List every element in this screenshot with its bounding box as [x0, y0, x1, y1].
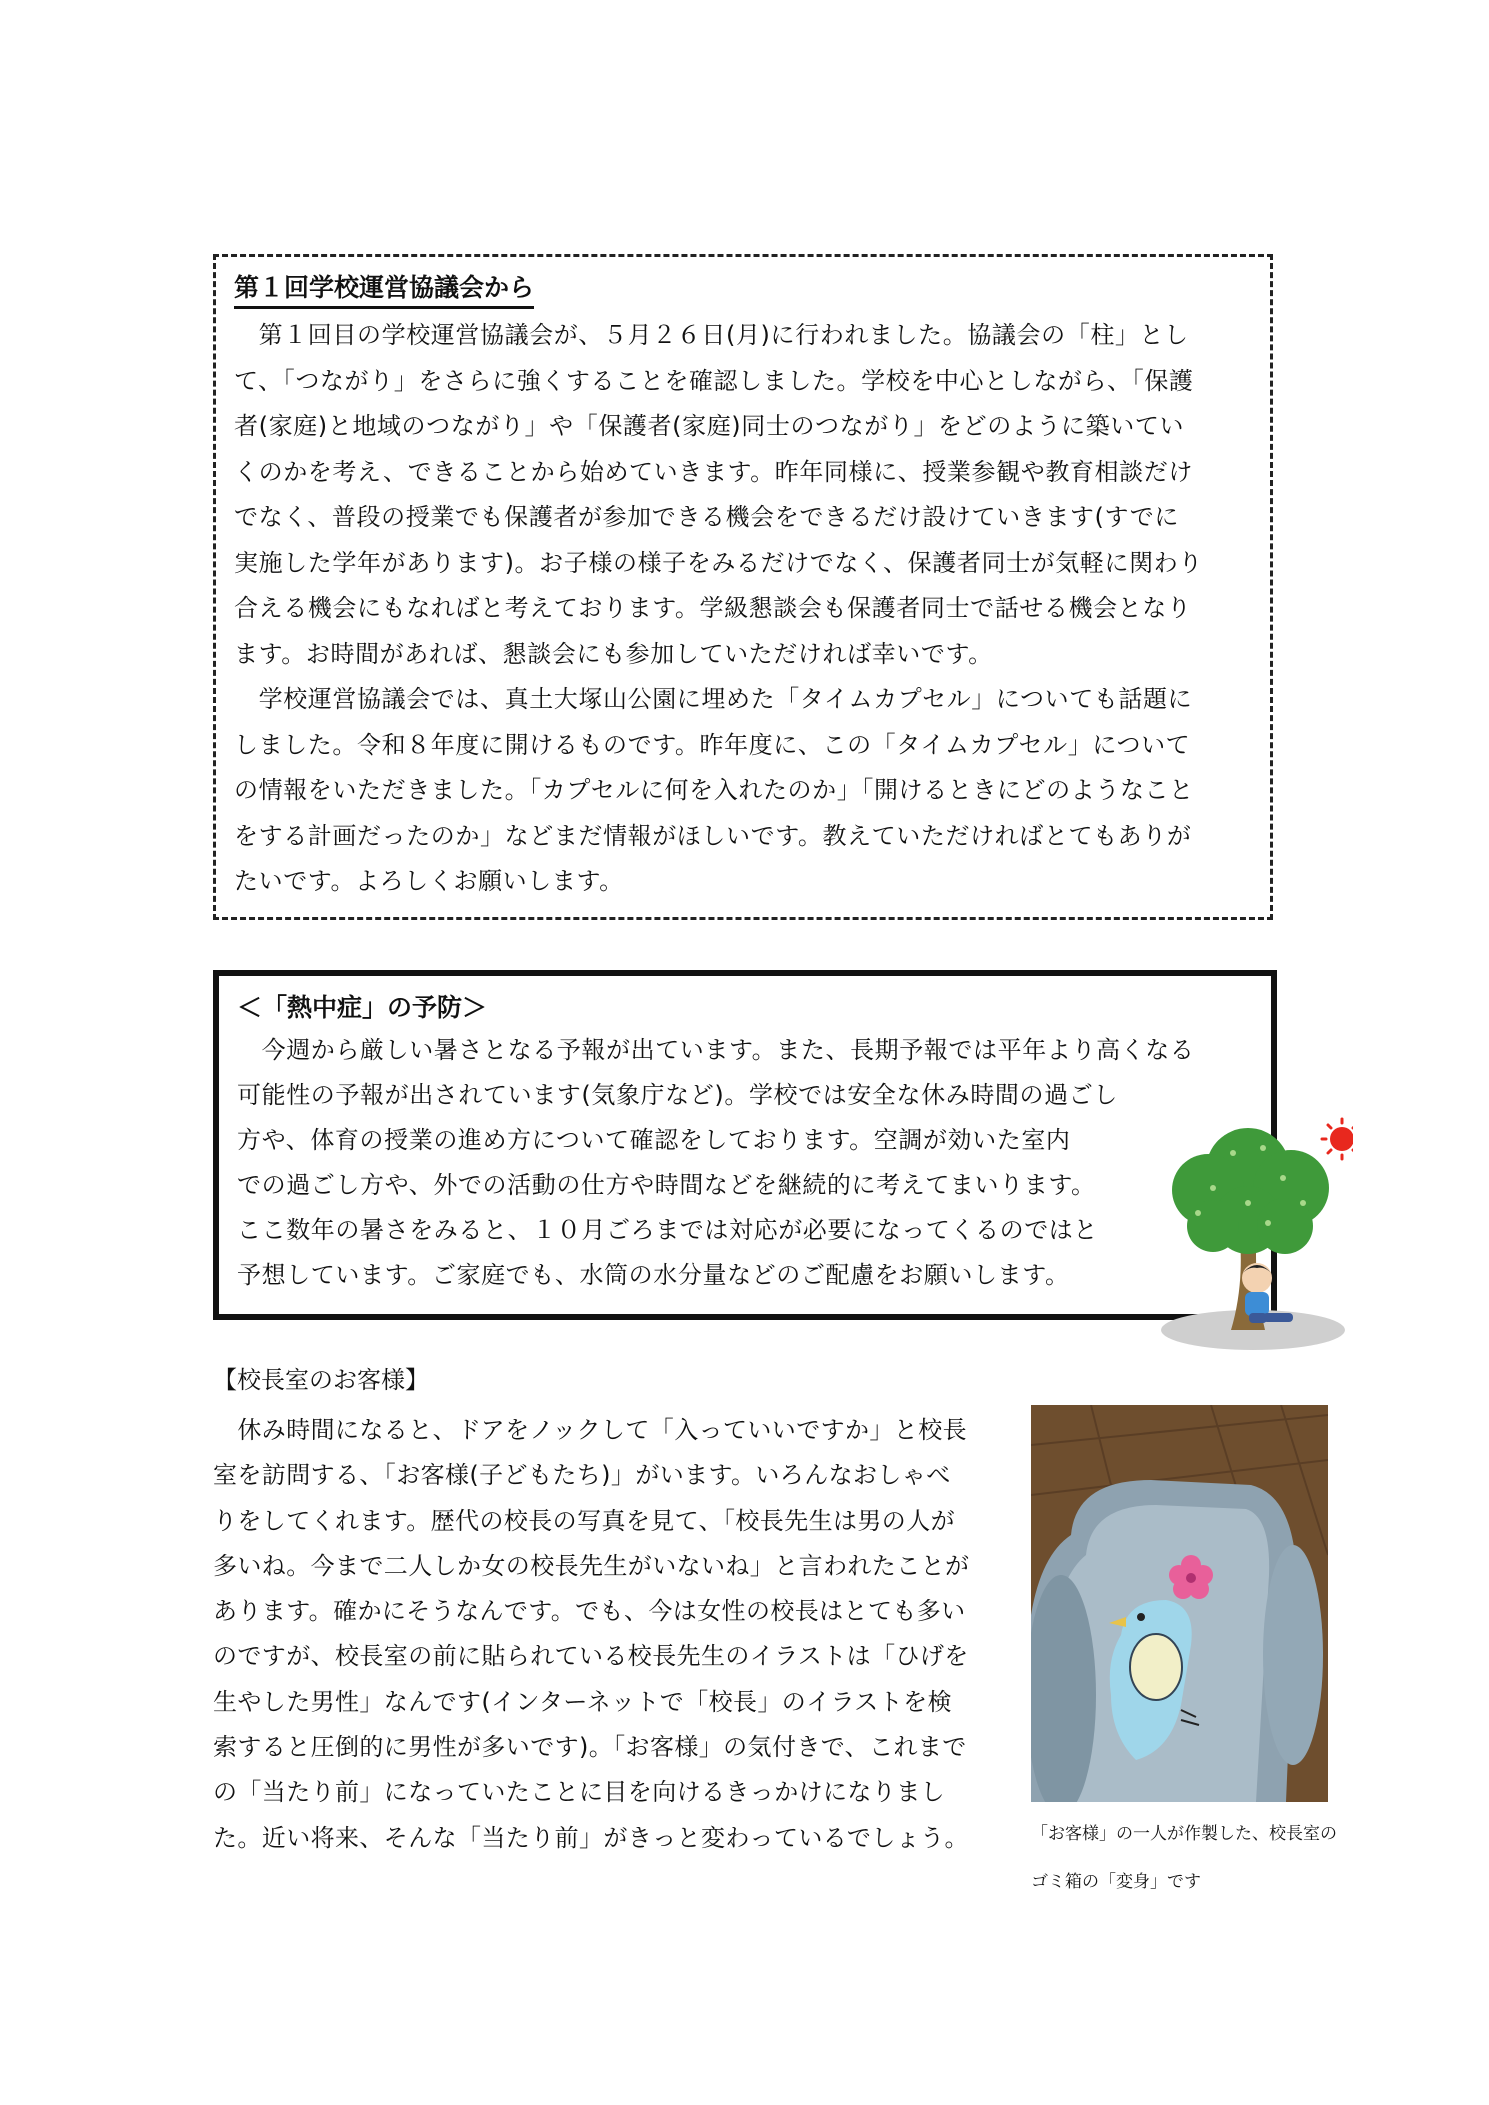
meeting-report-line: 実施した学年があります)。お子様の様子をみるだけでなく、保護者同士が気軽に関わり: [234, 548, 1203, 577]
meeting-report-line: 第１回目の学校運営協議会が、５月２６日(月)に行われました。協議会の「柱」とし: [234, 321, 1189, 349]
guests-line: 多いね。今まで二人しか女の校長先生がいないね」と言われたことが: [213, 1551, 970, 1580]
principal-office-guests-section: [213, 1360, 1023, 1861]
heatstroke-line: 方や、体育の授業の進め方について確認をしております。空調が効いた室内: [237, 1126, 1071, 1154]
guests-line: りをしてくれます。歴代の校長の写真を見て、「校長先生は男の人が: [213, 1506, 955, 1535]
photo-caption-line: 「お客様」の一人が作製した、校長室の: [1031, 1824, 1337, 1844]
guests-line: の「当たり前」になっていたことに目を向けるきっかけになりまし: [213, 1778, 945, 1807]
meeting-report-line: しました。令和８年度に開けるものです。昨年度に、この「タイムカプセル」について: [234, 730, 1191, 759]
guests-line: 室を訪問する、「お客様(子どもたち)」がいます。いろんなおしゃべ: [213, 1461, 951, 1490]
meeting-report-line: くのかを考え、できることから始めていきます。昨年同様に、授業参観や教育相談だけ: [234, 457, 1193, 486]
meeting-report-line: 学校運営協議会では、真土大塚山公園に埋めた「タイムカプセル」についても話題に: [234, 685, 1193, 713]
guests-line: あります。確かにそうなんです。でも、今は女性の校長はとても多い: [213, 1597, 966, 1626]
heatstroke-title: ＜「熱中症」の予防＞: [237, 993, 488, 1022]
meeting-report-line: ます。お時間があれば、懇談会にも参加していただければ幸いです。: [234, 639, 993, 668]
guests-line: のですが、校長室の前に貼られている校長先生のイラストは「ひげを: [213, 1642, 969, 1671]
meeting-report-title: 第１回学校運営協議会から: [234, 271, 534, 309]
meeting-report-line: て、「つながり」をさらに強くすることを確認しました。学校を中心としながら、「保護: [234, 366, 1194, 395]
meeting-report-line: 合える機会にもなればと考えております。学級懇談会も保護者同士で話せる機会となり: [234, 594, 1192, 622]
tree-shade-illustration: [1153, 1108, 1353, 1353]
meeting-report-line: 者(家庭)と地域のつながり」や「保護者(家庭)同士のつながり」をどのように築いてい: [234, 412, 1185, 440]
decorated-trash-can-image: [1031, 1405, 1328, 1802]
guests-line: 生やした男性」なんです(インターネットで「校長」のイラストを検: [213, 1687, 952, 1716]
heatstroke-line: ここ数年の暑さをみると、１０月ごろまでは対応が必要になってくるのではと: [237, 1216, 1098, 1244]
meeting-report-line: でなく、普段の授業でも保護者が参加できる機会をできるだけ設けていきます(すでに: [234, 503, 1179, 531]
meeting-report-line: の情報をいただきました。「カプセルに何を入れたのか」「開けるときにどのようなこと: [234, 776, 1194, 804]
sun-icon: [1322, 1119, 1353, 1159]
trash-can-photo: [1031, 1405, 1328, 1802]
guests-line: 休み時間になると、ドアをノックして「入っていいですか」と校長: [213, 1416, 967, 1444]
heatstroke-line: 可能性の予報が出されています(気象庁など)。学校では安全な休み時間の過ごし: [237, 1081, 1118, 1109]
heatstroke-line: 予想しています。ご家庭でも、水筒の水分量などのご配慮をお願いします。: [237, 1261, 1070, 1289]
meeting-report-line: たいです。よろしくお願いします。: [234, 867, 624, 895]
heatstroke-line: 今週から厳しい暑さとなる予報が出ています。また、長期予報では平年より高くなる: [237, 1036, 1195, 1064]
guests-line: た。近い将来、そんな「当たり前」がきっと変わっているでしょう。: [213, 1823, 969, 1852]
heatstroke-section: [213, 970, 1277, 1320]
guests-title: 【校長室のお客様】: [213, 1366, 429, 1394]
child-icon: [1242, 1263, 1293, 1323]
heatstroke-line: での過ごし方や、外での活動の仕方や時間などを継続的に考えてまいります。: [237, 1171, 1096, 1199]
photo-caption-line: ゴミ箱の「変身」です: [1031, 1872, 1201, 1892]
meeting-report-section: [213, 254, 1273, 920]
photo-caption: [1031, 1810, 1361, 1906]
guests-line: 索すると圧倒的に男性が多いです)。「お客様」の気付きで、これまで: [213, 1733, 967, 1762]
meeting-report-line: をする計画だったのか」などまだ情報がほしいです。教えていただければとてもありが: [234, 821, 1192, 850]
